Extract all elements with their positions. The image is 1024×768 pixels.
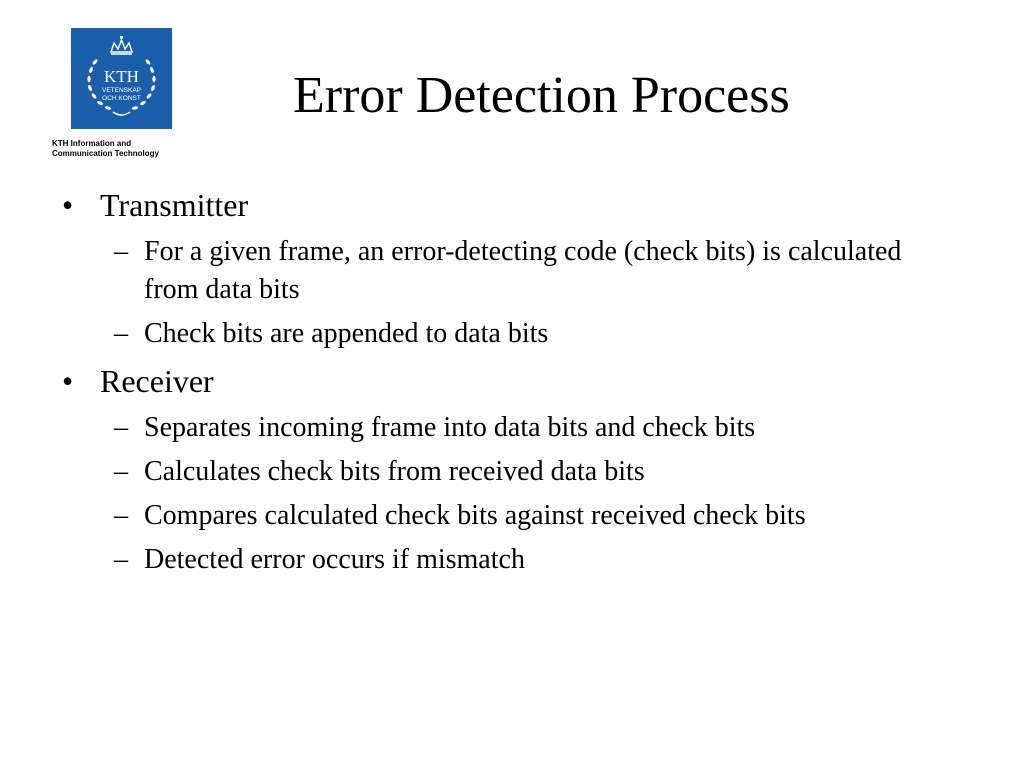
kth-logo	[71, 28, 172, 129]
sub-item-text: Calculates check bits from received data bits	[144, 456, 645, 487]
sub-item	[62, 315, 962, 353]
svg-text:VETENSKAP: VETENSKAP	[101, 87, 142, 94]
bullet-heading: Receiver	[100, 363, 214, 399]
bullet-marker: •	[62, 187, 74, 223]
sub-item-text: Detected error occurs if mismatch	[144, 544, 525, 575]
sub-item	[62, 409, 962, 447]
dash-marker: –	[114, 318, 128, 349]
svg-text:OCH KONST: OCH KONST	[102, 95, 141, 102]
dash-marker: –	[114, 456, 128, 487]
transmitter-sub-list	[62, 233, 962, 353]
sub-item-text: Check bits are appended to data bits	[144, 318, 549, 349]
dash-marker: –	[114, 412, 128, 443]
slide-title: Error Detection Process	[293, 67, 790, 124]
sub-item	[62, 453, 962, 491]
bullet-marker: •	[62, 363, 74, 399]
bullet-receiver	[62, 359, 962, 403]
logo-caption-line-1: KTH Information and	[52, 139, 132, 148]
slide-content	[62, 183, 962, 585]
dash-marker: –	[114, 500, 128, 531]
logo-caption-line-2: Communication Technology	[52, 149, 159, 158]
bullet-heading: Transmitter	[100, 187, 249, 223]
kth-emblem-icon	[71, 28, 172, 129]
dash-marker: –	[114, 236, 128, 267]
bullet-transmitter	[62, 183, 962, 227]
sub-item	[62, 541, 962, 579]
sub-item-text: Separates incoming frame into data bits and check bits	[144, 412, 756, 443]
svg-text:KTH: KTH	[104, 67, 139, 86]
logo-caption	[52, 139, 197, 159]
dash-marker: –	[114, 544, 128, 575]
receiver-sub-list	[62, 409, 962, 579]
sub-item	[62, 233, 962, 309]
sub-item	[62, 497, 962, 535]
sub-item-text: For a given frame, an error-detecting code (check bits) is calculated from data bits	[144, 236, 902, 305]
sub-item-text: Compares calculated check bits against received check bits	[144, 500, 806, 531]
